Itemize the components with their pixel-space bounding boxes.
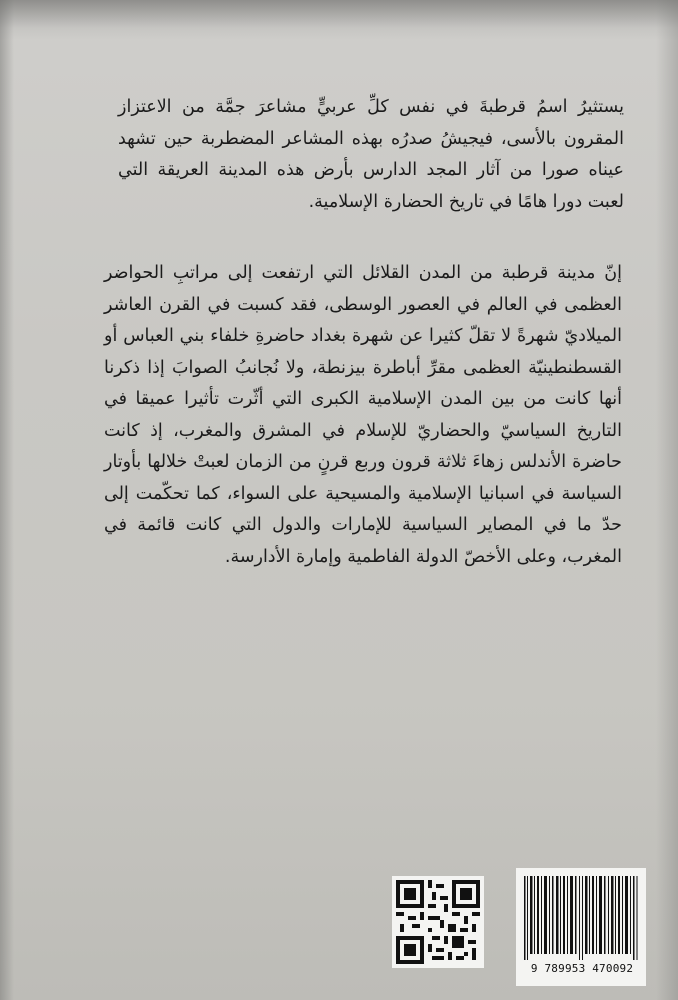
isbn-number: 9 789953 470092 xyxy=(530,962,634,975)
barcode-icon xyxy=(522,876,640,960)
top-shadow xyxy=(0,0,678,40)
qr-code xyxy=(392,876,484,968)
blurb-paragraph-2: إنّ مدينة قرطبة من المدن القلائل التي ارتفعت إلى مراتبِ الحواضر العظمى في العالم في العصور الوسطى، فقد كسبت في القرن العاشر الميلاديّ شهرةً لا تقلّ كثيرا عن شهرة بغداد حاضرةِ خلفاء بني العباس أو القسطنطينيّة العظمى مقرِّ أباطرة بيزنطة، ولا نُجانبُ الصوابَ إذا ذكرنا أنها كانت من بين المدن الإسلامية الكبرى التي أثّرت تأثيرا عميقا في التاريخ السياسيّ والحضاريّ للإسلام في المشرق والمغرب، إذ كانت حاضرة الأندلس زهاءَ ثلاثة قرون وربع قرنٍ من الزمان لعبتْ خلالها بأوتار السياسة في اسبانيا الإسلامية والمسيحية على السواء، كما تحكّمت إلى حدّ ما في المصاير السياسية للإمارات والدول التي كانت قائمة في المغرب، وعلى الأخصّ الدولة الفاطمية وإمارة الأدارسة. xyxy=(104,263,622,567)
qr-code-icon xyxy=(392,876,484,968)
blurb-paragraph-1: يستثيرُ اسمُ قرطبةَ في نفس كلِّ عربيٍّ مشاعرَ جمَّة من الاعتزاز المقرون بالأسى، فيجيشُ صدرُه بهذه المشاعر المضطربة حين تشهد عيناه صورا من آثار المجد الدارس بأرض هذه المدينة العريقة التي لعبت دورا هامًا في تاريخ الحضارة الإسلامية. xyxy=(118,97,624,212)
right-edge-shadow xyxy=(656,0,678,1000)
left-shadow xyxy=(0,0,14,1000)
